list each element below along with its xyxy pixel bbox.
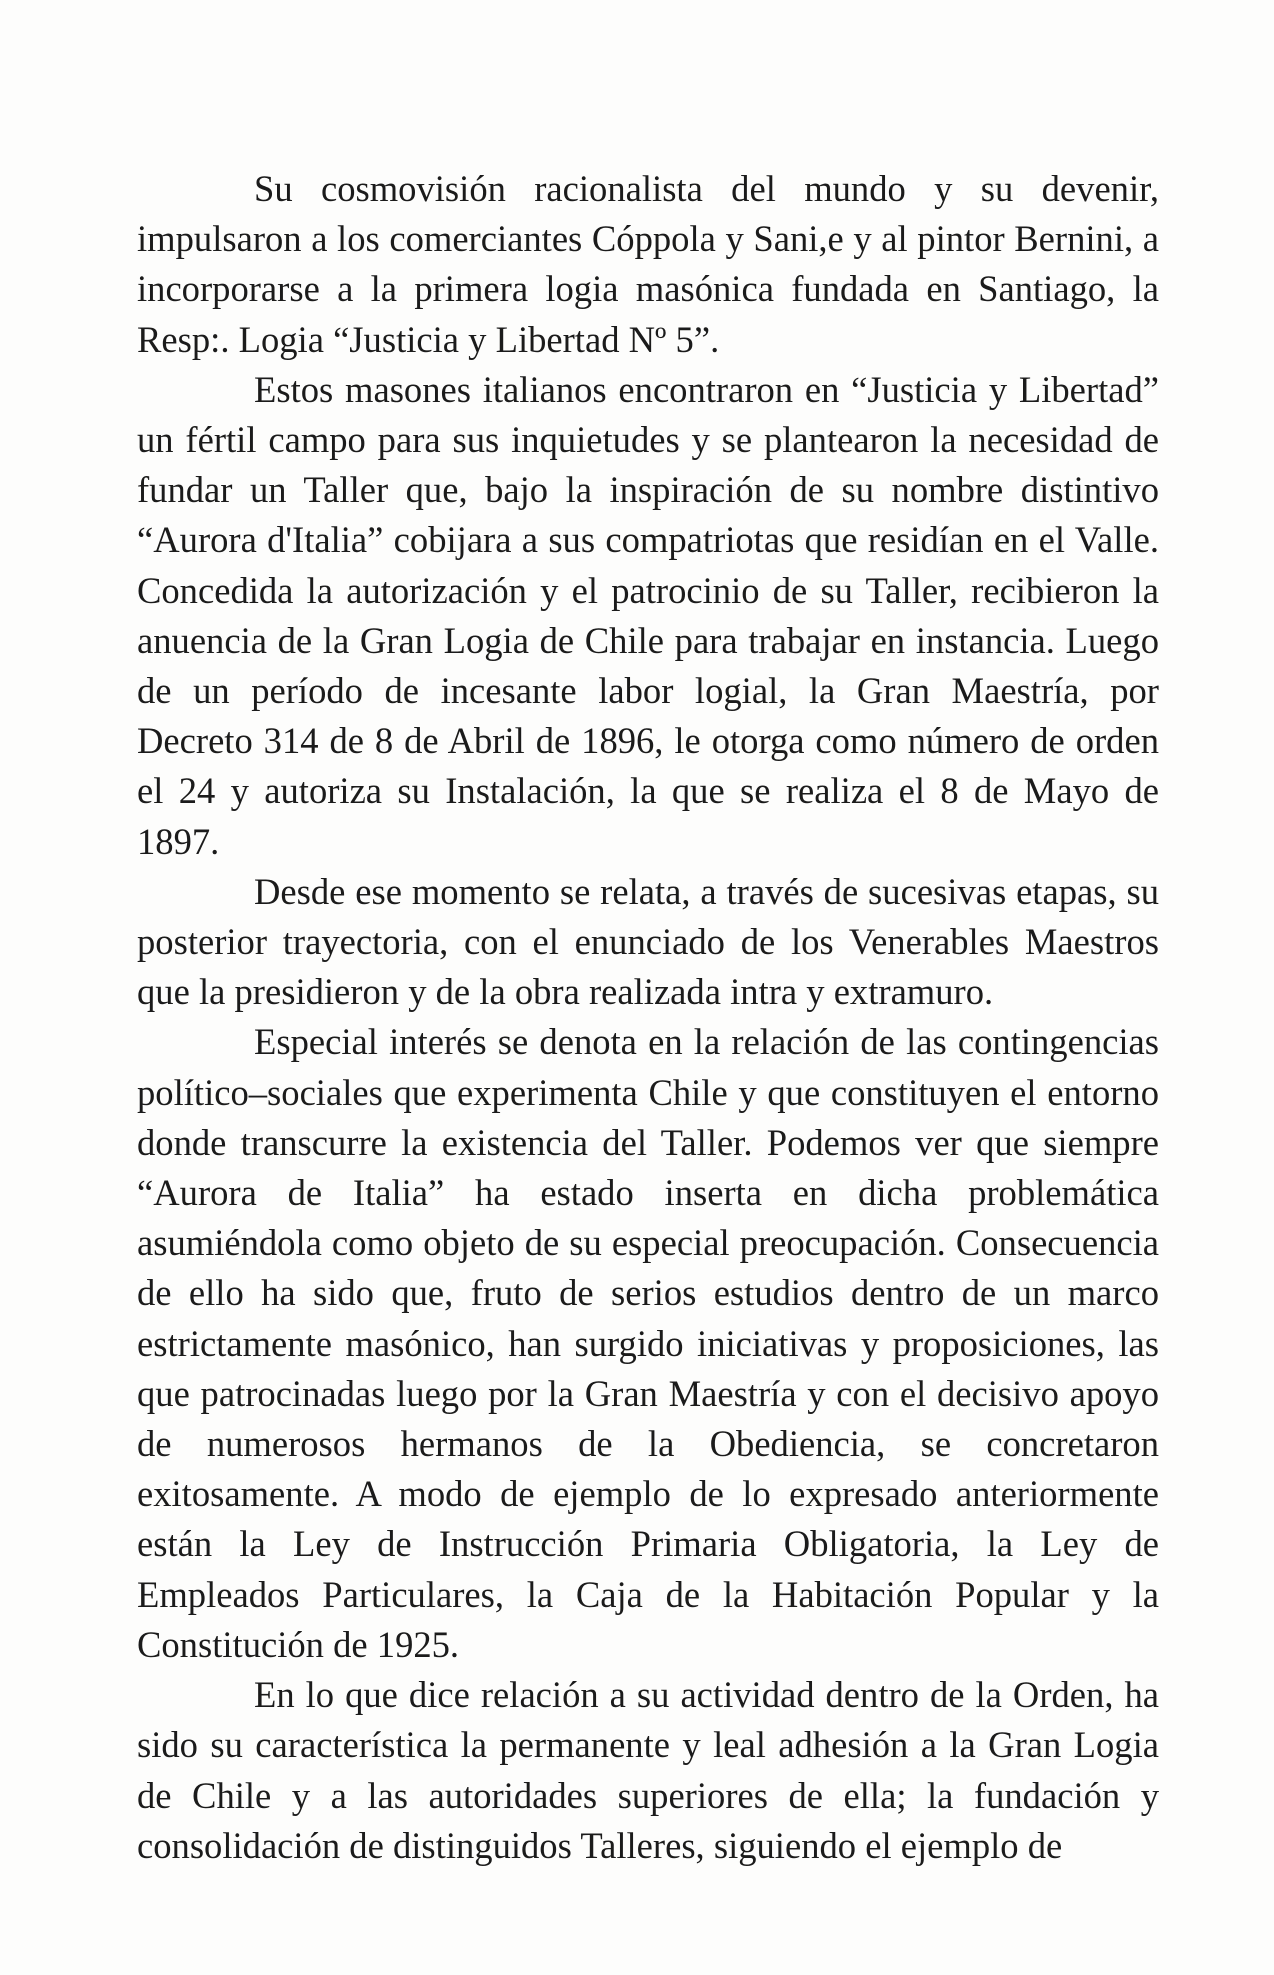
paragraph-2: Estos masones italianos encontraron en “Justicia y Libertad” un fértil campo para sus inquietudes y se plantearon la necesidad de fundar un Taller que, bajo la inspiración de su nombre distintivo “Aurora d'Italia” cobijara a sus compatriotas que residían en el Valle. Concedida la autorización y el patrocinio de su Taller, recibieron la anuencia de la Gran Logia de Chile para trabajar en instancia. Luego de un período de incesante labor logial, la Gran Maestría, por Decreto 314 de 8 de Abril de 1896, le otorga como número de orden el 24 y autoriza su Instalación, la que se realiza el 8 de Mayo de 1897. <box>137 368 1159 862</box>
body-text <box>137 164 1159 1871</box>
paragraph-1: Su cosmovisión racionalista del mundo y su devenir, impulsaron a los comerciantes Cóppola y Sani,e y al pintor Bernini, a incorporarse a la primera logia masónica fundada en Santiago, la Resp:. Logia “Justicia y Libertad Nº 5”. <box>137 168 1159 360</box>
paragraph-4: Especial interés se denota en la relación de las contingencias político–sociales que experimenta Chile y que constituyen el entorno donde transcurre la existencia del Taller. Podemos ver que siempre “Aurora de Italia” ha estado inserta en dicha problemática asumiéndola como objeto de su especial preocupación. Consecuencia de ello ha sido que, fruto de serios estudios dentro de un marco estrictamente masónico, han surgido iniciativas y proposiciones, las que patrocinadas luego por la Gran Maestría y con el decisivo apoyo de numerosos hermanos de la Obediencia, se concretaron exitosamente. A modo de ejemplo de lo expresado anteriormente están la Ley de Instrucción Primaria Obligatoria, la Ley de Empleados Particulares, la Caja de la Habitación Popular y la Constitución de 1925. <box>137 1021 1159 1665</box>
paragraph-3: Desde ese momento se relata, a través de sucesivas etapas, su posterior trayectoria, con el enunciado de los Venerables Maestros que la presidieron y de la obra realizada intra y extramuro. <box>137 870 1159 1013</box>
paragraph-5: En lo que dice relación a su actividad dentro de la Orden, ha sido su característica la permanente y leal adhesión a la Gran Logia de Chile y a las autoridades superiores de ella; la fundación y consolidación de distinguidos Talleres, siguiendo el ejemplo de <box>137 1674 1159 1866</box>
